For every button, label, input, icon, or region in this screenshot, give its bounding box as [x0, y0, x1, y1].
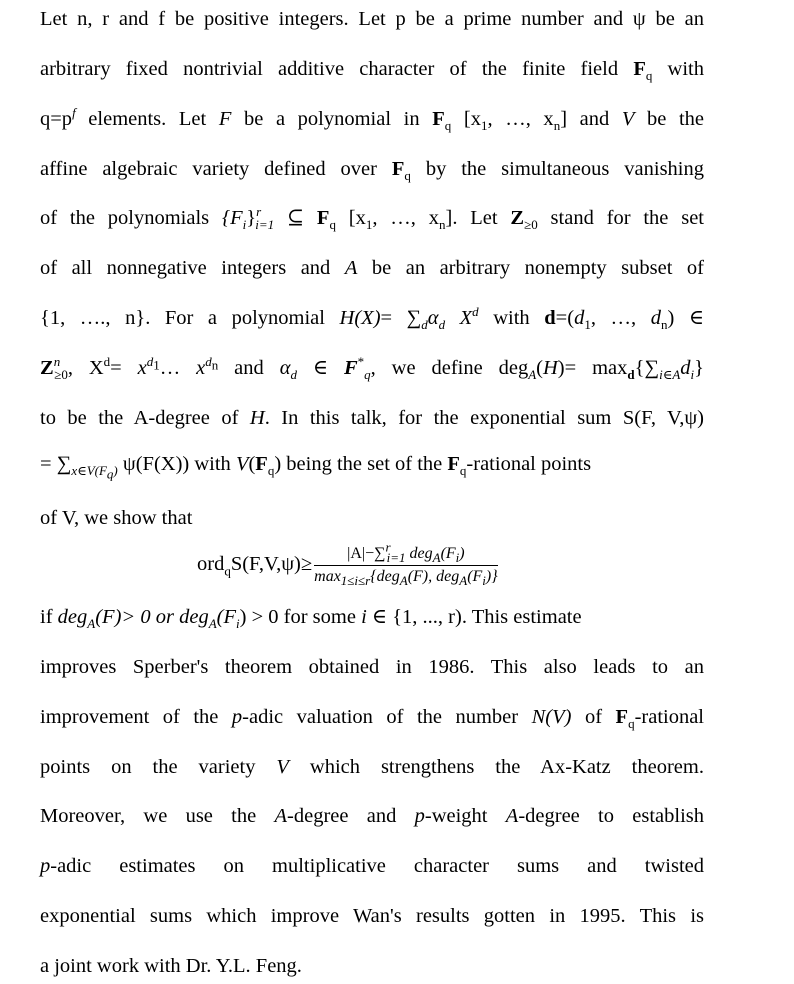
text-line-14: improves Sperber's theorem obtained in 1986. This also leads to an: [40, 656, 704, 678]
text-line-13: if deg$_A$(F)> 0 or $deg_A(F_i) > 0$ for some i ∈ {1, ..., r). This estimate: [40, 606, 582, 632]
text-line-11: of V, we show that: [40, 507, 193, 529]
text-line-17: Moreover, we use the A-degree and p-weight A-degree to establish: [40, 805, 704, 827]
text-line-10: = $\sum_{x\in V(F_q)}$ ψ(F(X)) with $V(F_q)$ being the set of the $F_q$-rational points: [40, 453, 592, 482]
text-line-1: Let n, r and f be positive integers. Let p be a prime number and ψ be an: [40, 8, 704, 30]
text-line-4: affine algebraic variety defined over $F_q$ by the simultaneous vanishing: [40, 158, 704, 184]
text-line-15: improvement of the p-adic valuation of the number N(V) of $F_q$-rational: [40, 706, 705, 732]
text-line-20: a joint work with Dr. Y.L. Feng.: [40, 955, 302, 977]
text-line-5: of the polynomials $\{F_i\}^r_{i=1}$ ⊆ $F_q$ [$x_1$, …, $x_n$]. Let $Z_{\ge 0}$ stand for the set: [40, 204, 704, 233]
text-line-19: exponential sums which improve Wan's results gotten in 1995. This is: [40, 905, 704, 927]
estimate-fraction: $\frac{|A|-\sum^r_{i=1} deg_A(F_i)}{\max_{1\le i\le r}\{deg_A(F), deg_A(F_i)\}}$: [314, 539, 498, 589]
text-line-6: of all nonnegative integers and A be an arbitrary nonempty subset of: [40, 257, 704, 279]
text-line-7: {1, …., n}. For a polynomial $H(X)= \sum_d\alpha_d$ $X^d$ with $d=(d_1$, …, $d_n$) ∈: [40, 304, 705, 333]
text-line-2: arbitrary fixed nontrivial additive character of the finite field $F_q$ with: [40, 58, 704, 84]
estimate-formula: ord$_q$S(F,V,ψ)≥ $\frac{|A|-\sum^r_{i=1} deg_A(F_i)}{\max_{1\le i\le r}\{deg_A(F), deg_A(F_i)\}}$: [197, 539, 498, 589]
text-line-8: $Z^n_{\ge 0}$, $X^d=$ $x^{d_1}\dots$ $x^{d_n}$ and $\alpha_d$ ∈ $F^*_q$, we define $deg_A(H)= \max_d\{\sum_{i\in A}d_i\}$: [40, 354, 704, 383]
text-line-16: points on the variety V which strengthens the Ax-Katz theorem.: [40, 756, 704, 778]
text-line-18: p-adic estimates on multiplicative character sums and twisted: [40, 855, 704, 877]
text-line-3: $q=p^f$ elements. Let F be a polynomial in $F_q$ [$x_1$, …, $x_n$] and V be the: [40, 105, 704, 134]
text-line-9: to be the A-degree of H. In this talk, for the exponential sum S(F, V,ψ): [40, 407, 704, 429]
